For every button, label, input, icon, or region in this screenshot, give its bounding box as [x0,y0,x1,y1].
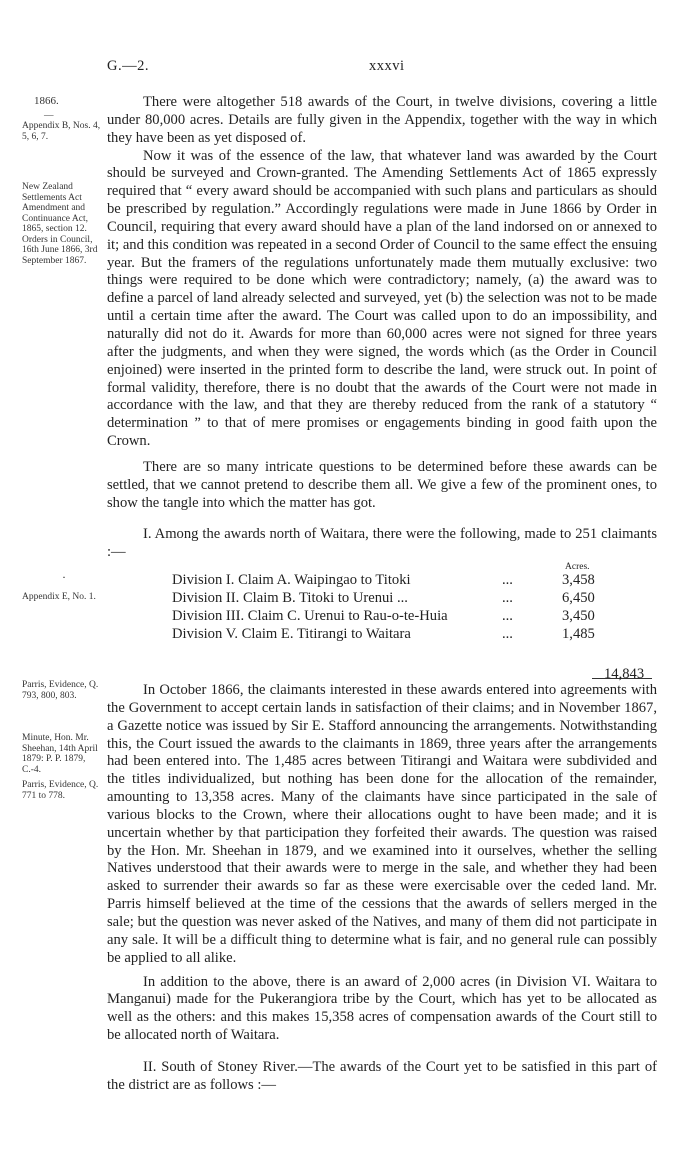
margin-note-parris-evidence-2: Parris, Evidence, Q. 771 to 778. [22,780,99,801]
claim-leader-dots: ... [502,589,513,606]
paragraph-pukerangiora-award: In addition to the above, there is an award of 2,000 acres (in Division VI. Waitara to Manganui) made for the Pukerangiora tribe by the Court, which has yet to be allocated as well as the others: and this makes 15,358 acres of compensation awards of the Court still to be allocated north of Waitara. [107,973,657,1044]
claim-leader-dots: ... [502,625,513,642]
paragraph-intricate-questions: There are so many intricate questions to be determined before these awards can be settled, that we cannot pretend to describe them all. We give a few of the prominent ones, to show the tangle into which the matter has got. [107,458,657,511]
document-code: G.—2. [107,58,149,74]
claims-total: 14,843 [604,666,645,682]
claim-description: Division III. Claim C. Urenui to Rau-o-te-Huia [172,607,448,624]
claim-acres: 3,450 [562,607,595,624]
paragraph-north-of-waitara: I. Among the awards north of Waitara, there were the following, made to 251 claimants :— [107,526,657,561]
margin-note-minute-sheehan: Minute, Hon. Mr. Sheehan, 14th April 1879: P. P. 1879, C.-4. [22,733,98,775]
claim-row [172,572,658,590]
paragraph-awards-summary: There were altogether 518 awards of the Court, in twelve divisions, covering a little under 80,000 acres. Details are fully given in the Appendix, together with the way in which they have been as yet disposed of. [107,94,657,146]
paragraph-law-essence: Now it was of the essence of the law, that whatever land was awarded by the Court should be surveyed and Crown-granted. The Amending Settlements Act of 1865 expressly required that “ every award should be accompanied with such plans and particulars as should be prescribed by regulation.” Accordingly regulations were made in June 1866 by Order in Council, requiring that every award should have a plan of the land indorsed on or annexed to it; and this condition was repeated in a second Order of Council to the same effect the ensuing year. But the framers of the regulations unfortunately made them mutually exclusive: two things were required to be done which were contradictory; namely, (a) the award was to define a parcel of land already selected and surveyed, yet (b) the selection was not to be made until a certain time after the award. The Court was called upon to do an impossibility, and naturally did not do it. Awards for more than 60,000 acres were not signed for three years after the judgments, and when they were signed, the words which (as the Order in Council enjoined) were inserted in the printed form to describe the land, were struck out. In point of formal validity, therefore, there is no doubt that the awards of the Court were not made in accordance with the law, and that they are thereby reduced from the rank of a statutory “ determination ” to that of mere promises or engagements binding in good faith upon the Crown. [107,147,657,450]
margin-note-dash: — [44,111,54,121]
body-text-upper [107,94,657,562]
claim-acres: 3,458 [562,572,595,588]
claim-description: Division V. Claim E. Titirangi to Waitara [172,625,411,642]
claim-row [172,626,658,644]
claim-row [172,608,658,626]
claim-row [172,590,658,608]
body-text-lower [107,682,657,1095]
claim-leader-dots: ... [502,607,513,624]
claim-description: Division I. Claim A. Waipingao to Titoki [172,572,411,588]
paragraph-south-of-stoney-river: II. South of Stoney River.—The awards of the Court yet to be satisfied in this part of the district are as follows :— [107,1058,657,1093]
acres-column-header: Acres. [565,562,590,572]
claim-leader-dots: ... [502,572,513,588]
claim-acres: 6,450 [562,589,595,606]
page-numeral: xxxvi [369,58,405,74]
paragraph-october-1866: In October 1866, the claimants interested in these awards entered into agreements with the Government to accept certain lands in satisfaction of their claims; and in November 1867, a Gazette notice was issued by Sir E. Stafford announcing the arrangements. Notwithstanding this, the Court issued the awards to the claimants in 1869, three years after the arrangements had been entered into. The 1,485 acres between Titirangi and Waitara were subdivided and the titles individualized, but nothing has been done for the allocation of the remainder, amounting to 13,358 acres. Many of the claimants have since participated in the sale of various blocks to the Crown, where their allocations ought to have been made; and it is uncertain whether by that participation they forfeited their awards. The question was raised by the Hon. Mr. Sheehan in 1879, and we examined into it ourselves, whether the selling Natives understood that their awards were to merge in the sale, and whether they had been asked to surrender their awards so far as these were exercisable over the ceded land. Mr. Parris himself believed at the time of the cessions that the awards of sellers merged in the sale; but the question was never asked of the Natives, and many of them did not participate in any sale. It will be a difficult thing to determine what is fair, and no general rule can possibly be applied to all alike. [107,682,657,966]
claims-table [172,562,658,682]
claim-description: Division II. Claim B. Titoki to Urenui ... [172,589,408,606]
margin-note-appendix-b: Appendix B, Nos. 4, 5, 6, 7. [22,121,101,142]
claim-acres: 1,485 [562,625,595,642]
margin-note-parris-evidence-1: Parris, Evidence, Q. 793, 800, 803. [22,680,99,701]
margin-dot: · [62,570,66,584]
margin-note-appendix-e: Appendix E, No. 1. [22,592,96,602]
margin-note-year: 1866. [34,95,59,107]
margin-note-nz-settlements: New Zealand Settlements Act Amendment and Continuance Act, 1865, section 12. Orders in Council, 16th June 1866, 3rd September 1867. [22,182,98,266]
